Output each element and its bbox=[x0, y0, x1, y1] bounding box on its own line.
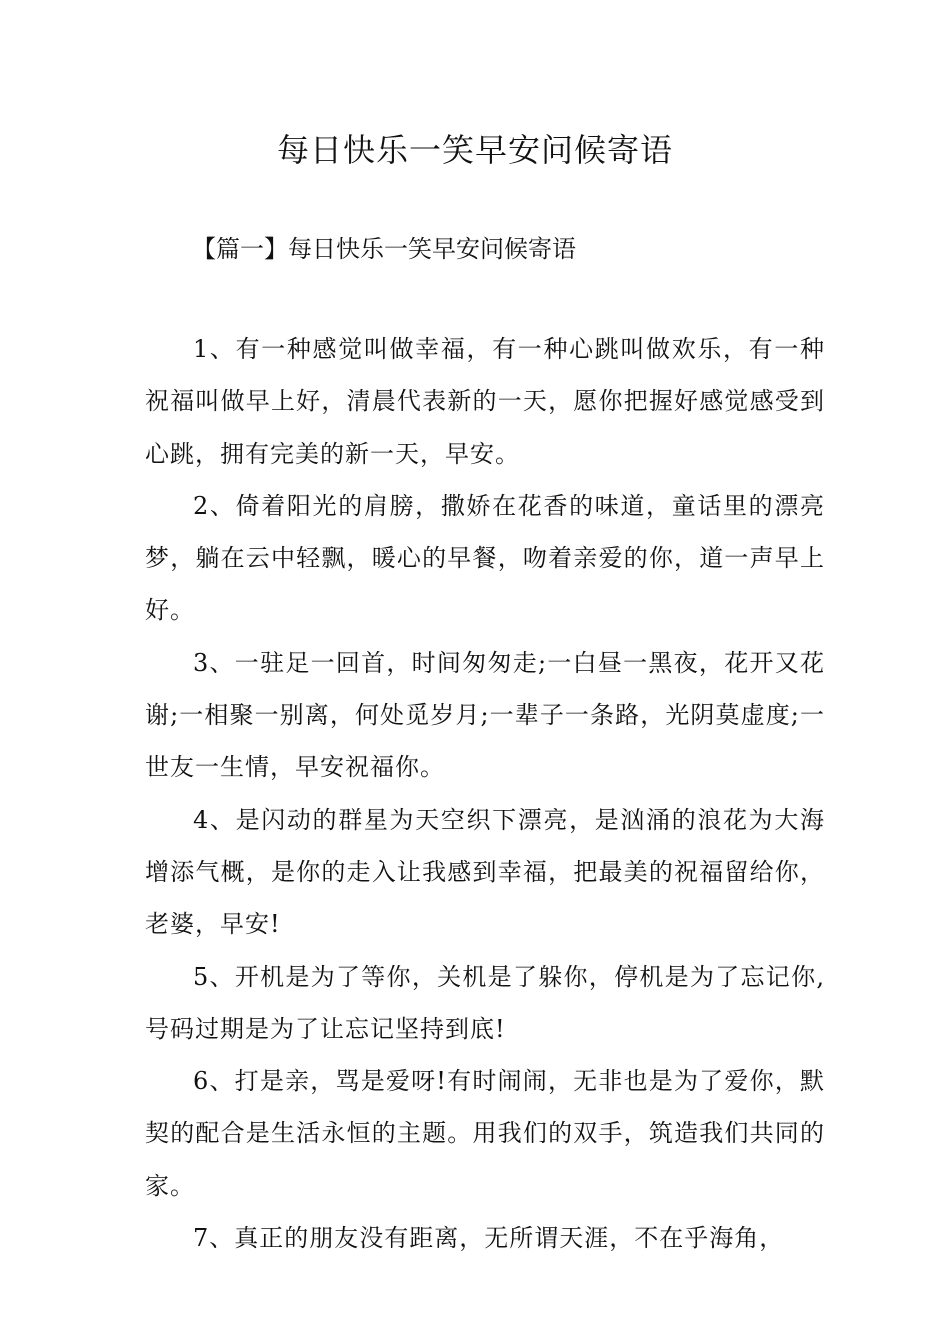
document-title: 每日快乐一笑早安问候寄语 bbox=[276, 131, 673, 169]
paragraph-2: 2、倚着阳光的肩膀，撒娇在花香的味道，童话里的漂亮梦，躺在云中轻飘，暖心的早餐，吻着亲爱的你，道一声早上好。 bbox=[145, 491, 825, 625]
paragraph-3: 3、一驻足一回首，时间匆匆走;一白昼一黑夜，花开又花谢;一相聚一别离，何处觅岁月;一辈子一条路，光阴莫虚度;一世友一生情，早安祝福你。 bbox=[145, 648, 825, 782]
section-heading: 【篇一】每日快乐一笑早安问候寄语 bbox=[192, 235, 576, 263]
body-text bbox=[145, 323, 825, 1264]
paragraph-6: 6、打是亲，骂是爱呀!有时闹闹，无非也是为了爱你，默契的配合是生活永恒的主题。用我们的双手，筑造我们共同的家。 bbox=[145, 1067, 825, 1200]
paragraph-1: 1、有一种感觉叫做幸福，有一种心跳叫做欢乐，有一种祝福叫做早上好，清晨代表新的一天，愿你把握好感觉感受到心跳，拥有完美的新一天，早安。 bbox=[145, 335, 825, 468]
paragraph-4: 4、是闪动的群星为天空织下漂亮，是汹涌的浪花为大海增添气概，是你的走入让我感到幸福，把最美的祝福留给你，老婆，早安! bbox=[145, 805, 825, 939]
paragraph-5: 5、开机是为了等你，关机是了躲你，停机是为了忘记你,号码过期是为了让忘记坚持到底! bbox=[145, 962, 825, 1043]
paragraph-7: 7、真正的朋友没有距离，无所谓天涯，不在乎海角， bbox=[193, 1224, 785, 1253]
